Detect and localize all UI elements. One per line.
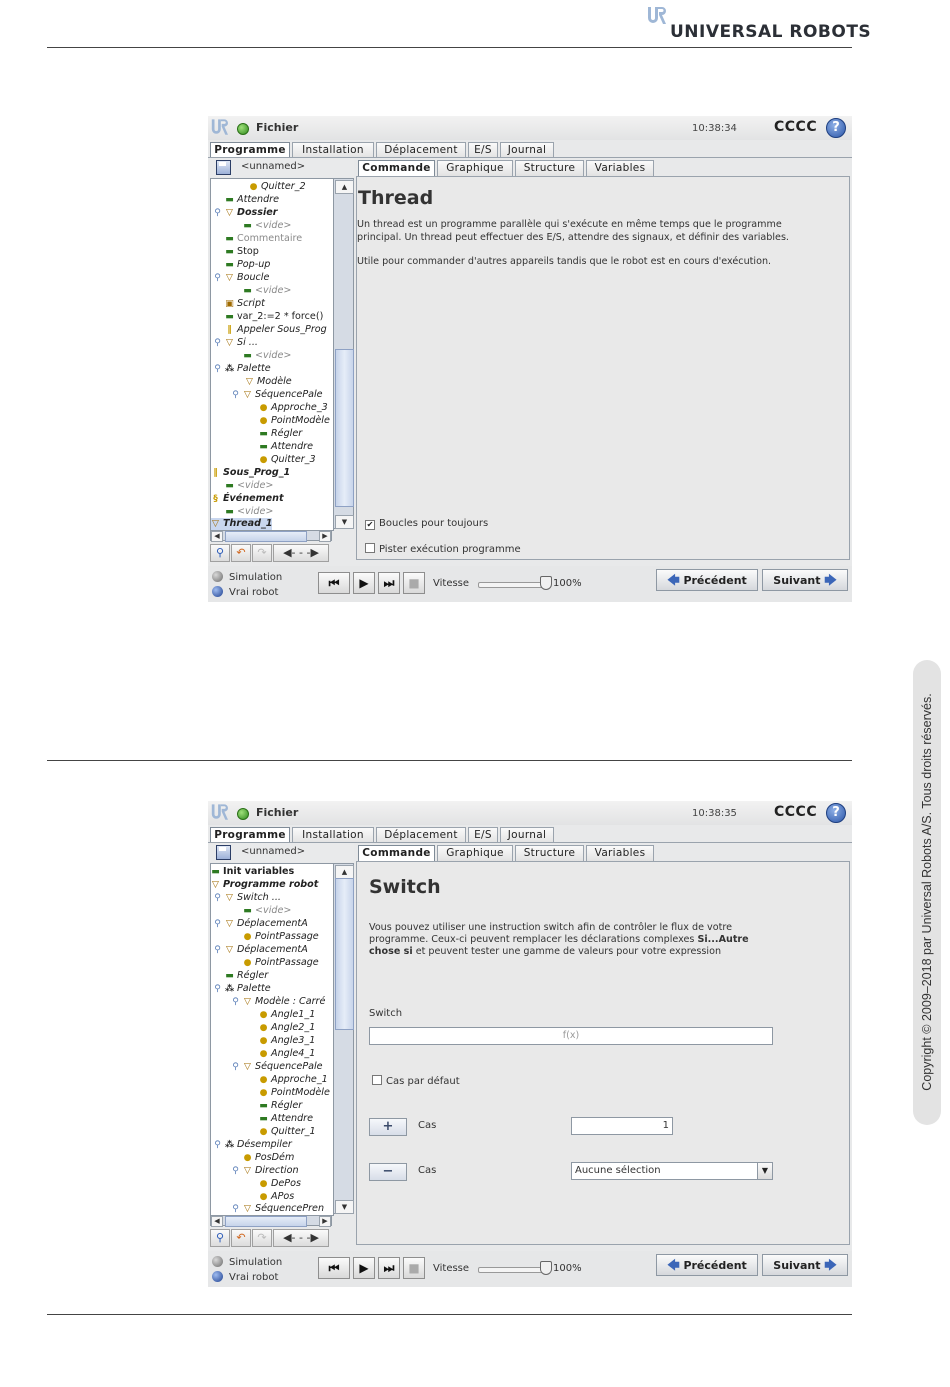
description-line: Utile pour commander d'autres appareils tandis que le robot est en cours d'exécution. xyxy=(357,256,772,267)
expand-pin-icon[interactable]: ⚲ xyxy=(232,997,239,1007)
search-icon[interactable]: ⚲ xyxy=(210,1229,230,1247)
arrow-left-icon: 🡄 xyxy=(667,573,680,587)
tree-node[interactable]: ‖ Appeler Sous_Prog xyxy=(225,324,327,336)
command-icon: ▬ xyxy=(211,867,220,877)
tree-node[interactable]: ⚲ ▽ DéplacementA xyxy=(214,918,308,929)
command-icon: ▬ xyxy=(225,312,234,322)
tree-node[interactable]: ● Quitter_2 xyxy=(249,181,306,192)
help-icon[interactable]: ? xyxy=(826,803,846,823)
tree-node[interactable]: ▣ Script xyxy=(225,298,265,309)
simulation-radio[interactable]: Simulation xyxy=(212,1256,282,1268)
waypoint-icon: ● xyxy=(259,403,268,413)
command-icon: ▬ xyxy=(225,507,234,517)
tree-node[interactable]: ● APos xyxy=(259,1191,295,1202)
help-icon[interactable]: ? xyxy=(826,118,846,138)
scroll-left-icon[interactable]: ◀ xyxy=(211,1216,223,1227)
tree-node[interactable]: ⚲ ▽ SéquencePale xyxy=(232,1061,323,1072)
command-icon: ▬ xyxy=(259,1101,268,1111)
tree-node[interactable]: ▬ <vide> xyxy=(243,905,292,916)
expand-pin-icon[interactable]: ⚲ xyxy=(214,338,221,348)
page-title: Thread xyxy=(358,187,434,209)
step-icon[interactable]: ⏭ xyxy=(378,572,400,594)
arrow-right-icon: 🡆 xyxy=(824,573,837,587)
tree-node[interactable]: ● PointPassage xyxy=(243,931,319,942)
previous-button[interactable]: 🡄 Précédent xyxy=(656,1254,758,1276)
scroll-down-icon[interactable]: ▼ xyxy=(335,1200,354,1214)
add-case-button[interactable] xyxy=(369,1118,407,1136)
tab-journal[interactable]: Journal xyxy=(500,827,554,843)
tree-node-selected[interactable]: ▽ Thread_1 xyxy=(212,518,273,529)
file-name: <unnamed> xyxy=(241,161,306,172)
radio-icon xyxy=(212,571,223,582)
command-icon: ▬ xyxy=(225,195,234,205)
command-pane xyxy=(354,158,852,564)
loop-forever-checkbox[interactable]: ✔ Boucles pour toujours xyxy=(366,518,489,529)
radio-selected-icon xyxy=(212,586,223,597)
play-icon[interactable]: ▶ xyxy=(353,572,375,594)
simulation-radio[interactable]: Simulation xyxy=(212,571,282,583)
move-icon[interactable]: ◀- - -▶ xyxy=(273,544,329,562)
tree-node[interactable]: ▬ <vide> xyxy=(225,506,274,517)
description-line: programme. Ceux-ci peuvent remplacer les déclarations complexes Si...Autre xyxy=(369,934,749,945)
command-icon: ▬ xyxy=(243,286,252,296)
tree-node[interactable]: ⚲ ⁂ Palette xyxy=(214,983,271,994)
folder-icon: ▽ xyxy=(226,273,233,283)
tree-toolbar xyxy=(210,544,354,562)
expand-pin-icon[interactable]: ⚲ xyxy=(214,1140,221,1150)
tab-es[interactable]: E/S xyxy=(468,142,498,158)
scroll-down-icon[interactable]: ▼ xyxy=(335,515,354,529)
stop-icon[interactable]: ■ xyxy=(403,572,425,594)
robot-name: CCCC xyxy=(774,119,818,135)
folder-icon: ▽ xyxy=(246,377,253,387)
screenshot-thread xyxy=(208,116,852,602)
tree-horizontal-scrollbar[interactable] xyxy=(210,530,332,541)
file-bar xyxy=(210,158,354,177)
copyright-text: Copyright © 2009–2018 par Universal Robots A/S. Tous droits réservés. xyxy=(920,693,934,1091)
tab-installation[interactable]: Installation xyxy=(292,827,374,843)
command-icon: ▬ xyxy=(259,442,268,452)
pallet-icon: ⁂ xyxy=(225,1140,235,1150)
section-rule xyxy=(47,760,852,761)
header-rule xyxy=(47,47,852,48)
speed-slider-knob[interactable] xyxy=(540,576,552,590)
expand-pin-icon[interactable]: ⚲ xyxy=(232,390,239,400)
expand-pin-icon[interactable]: ⚲ xyxy=(232,1166,239,1176)
waypoint-icon: ● xyxy=(243,1153,252,1163)
folder-icon: ▽ xyxy=(212,519,219,529)
tree-node[interactable]: ▬ Stop xyxy=(225,246,259,257)
bottom-bar xyxy=(208,1251,852,1287)
search-icon[interactable]: ⚲ xyxy=(210,544,230,562)
tab-variables[interactable]: Variables xyxy=(586,160,654,176)
description-line: Vous pouvez utiliser une instruction switch afin de contrôler le flux de votre xyxy=(369,922,732,933)
command-icon: ▬ xyxy=(225,247,234,257)
tab-graphique[interactable]: Graphique xyxy=(437,845,513,861)
tab-installation[interactable]: Installation xyxy=(292,142,374,158)
tab-programme[interactable]: Programme xyxy=(210,142,290,159)
tree-node[interactable]: ⚲ ▽ SéquencePale xyxy=(232,389,323,400)
tree-node[interactable]: ▬ Régler xyxy=(259,1100,303,1111)
scroll-thumb[interactable] xyxy=(225,1216,307,1227)
program-tree[interactable] xyxy=(210,178,334,531)
page-title: Switch xyxy=(369,876,441,898)
arrow-right-icon: 🡆 xyxy=(824,1258,837,1272)
program-tree[interactable] xyxy=(210,863,334,1216)
waypoint-icon: ● xyxy=(259,1036,268,1046)
case-number-input[interactable]: 1 xyxy=(571,1117,673,1135)
waypoint-icon: ● xyxy=(259,1127,268,1137)
tree-node[interactable]: ⚲ ▽ Si ... xyxy=(214,337,258,348)
tree-vertical-scrollbar[interactable] xyxy=(333,863,354,1214)
scroll-right-icon[interactable]: ▶ xyxy=(319,1216,331,1227)
tree-node[interactable]: ▬ <vide> xyxy=(243,285,292,296)
tree-node[interactable]: ● Angle2_1 xyxy=(259,1022,316,1033)
tree-node[interactable]: ● Quitter_3 xyxy=(259,454,316,465)
scroll-up-icon[interactable]: ▲ xyxy=(335,180,354,194)
robot-name: CCCC xyxy=(774,804,818,820)
speed-label: Vitesse xyxy=(433,1263,470,1274)
folder-icon: ▽ xyxy=(226,893,233,903)
command-icon: ▬ xyxy=(243,221,252,231)
command-content xyxy=(356,176,850,560)
tab-graphique[interactable]: Graphique xyxy=(437,160,513,176)
tree-node[interactable]: ⚲ ⁂ Désempiler xyxy=(214,1139,292,1150)
brand-name: UNIVERSAL ROBOTS xyxy=(670,22,872,42)
bottom-bar xyxy=(208,566,852,602)
case-select[interactable]: Aucune sélection ▼ xyxy=(571,1162,773,1180)
tab-commande[interactable]: Commande xyxy=(358,160,435,177)
checkbox-icon xyxy=(372,1075,382,1085)
subprogram-icon: ‖ xyxy=(213,468,218,478)
file-name: <unnamed> xyxy=(241,846,306,857)
tree-node[interactable]: ▬ Init variables xyxy=(211,866,295,877)
folder-icon: ▽ xyxy=(244,997,251,1007)
tab-structure[interactable]: Structure xyxy=(515,845,584,861)
command-icon: ▬ xyxy=(225,971,234,981)
ur-logo-icon[interactable] xyxy=(210,803,228,822)
tree-node[interactable]: ▬ Pop-up xyxy=(225,259,271,270)
real-robot-radio[interactable]: Vrai robot xyxy=(212,586,278,598)
scroll-thumb[interactable] xyxy=(225,531,307,542)
selected-node-label: Switch ... xyxy=(237,892,281,903)
arrow-left-icon: 🡄 xyxy=(667,1258,680,1272)
speed-value: 100% xyxy=(553,578,582,589)
redo-icon[interactable]: ↷ xyxy=(252,544,272,562)
clock: 10:38:35 xyxy=(692,808,737,819)
command-icon: ▬ xyxy=(243,906,252,916)
play-icon[interactable]: ▶ xyxy=(353,1257,375,1279)
scroll-thumb[interactable] xyxy=(335,349,354,507)
folder-icon: ▽ xyxy=(212,880,219,890)
tree-node[interactable]: ⚲ ▽ DéplacementA xyxy=(214,944,308,955)
top-bar xyxy=(208,116,852,140)
waypoint-icon: ● xyxy=(243,958,252,968)
command-pane xyxy=(354,843,852,1249)
expand-pin-icon[interactable]: ⚲ xyxy=(214,364,221,374)
waypoint-icon: ● xyxy=(259,1192,268,1202)
pallet-icon: ⁂ xyxy=(225,364,235,374)
expand-pin-icon[interactable]: ⚲ xyxy=(214,893,221,903)
tree-node[interactable]: ● Angle1_1 xyxy=(259,1009,316,1020)
tree-node[interactable]: ● Quitter_1 xyxy=(259,1126,316,1137)
brand-header xyxy=(646,6,872,42)
pallet-icon: ⁂ xyxy=(225,984,235,994)
scroll-right-icon[interactable]: ▶ xyxy=(319,531,331,542)
add-case-label: Cas xyxy=(418,1120,437,1131)
speed-label: Vitesse xyxy=(433,578,470,589)
tree-node[interactable]: ▬ Attendre xyxy=(225,194,280,205)
footer-rule xyxy=(47,1314,852,1315)
folder-icon: ▽ xyxy=(244,1166,251,1176)
remove-case-button[interactable] xyxy=(369,1163,407,1181)
waypoint-icon: ● xyxy=(259,1049,268,1059)
tree-node[interactable]: § Événement xyxy=(211,493,284,505)
command-icon: ▬ xyxy=(259,1114,268,1124)
tree-node[interactable]: ● PointPassage xyxy=(243,957,319,968)
expand-pin-icon[interactable]: ⚲ xyxy=(214,919,221,929)
screenshot-switch xyxy=(208,801,852,1287)
file-menu[interactable]: Fichier xyxy=(256,806,299,819)
expand-pin-icon[interactable]: ⚲ xyxy=(214,208,221,218)
undo-icon[interactable]: ↶ xyxy=(231,544,251,562)
waypoint-icon: ● xyxy=(243,932,252,942)
waypoint-icon: ● xyxy=(249,182,258,192)
tree-node[interactable]: ▬ <vide> xyxy=(225,480,274,491)
status-ok-icon xyxy=(237,808,249,820)
radio-selected-icon xyxy=(212,1271,223,1282)
tree-node[interactable]: ‖ Sous_Prog_1 xyxy=(211,467,290,479)
plus-icon: + xyxy=(382,1119,394,1134)
tab-journal[interactable]: Journal xyxy=(500,142,554,158)
tree-node[interactable]: ▬ Attendre xyxy=(259,1113,314,1124)
save-icon[interactable] xyxy=(216,160,231,175)
checkbox-checked-icon: ✔ xyxy=(366,520,374,529)
expand-pin-icon[interactable]: ⚲ xyxy=(232,1062,239,1072)
tree-node[interactable]: ▬ var_2:=2 * force() xyxy=(225,311,324,322)
folder-icon: ▽ xyxy=(226,945,233,955)
folder-icon: ▽ xyxy=(244,390,251,400)
clock: 10:38:34 xyxy=(692,123,737,134)
dropdown-arrow-icon[interactable]: ▼ xyxy=(757,1163,772,1179)
folder-icon: ▽ xyxy=(226,208,233,218)
tree-node[interactable] xyxy=(213,892,281,904)
tree-node[interactable]: ● PosDém xyxy=(243,1152,295,1163)
move-icon[interactable]: ◀- - -▶ xyxy=(273,1229,329,1247)
track-execution-checkbox[interactable]: Pister exécution programme xyxy=(365,543,521,555)
remove-case-label: Cas xyxy=(418,1165,437,1176)
command-icon: ▬ xyxy=(225,234,234,244)
description-line: chose si et peuvent tester une gamme de valeurs pour votre expression xyxy=(369,946,722,957)
speed-value: 100% xyxy=(553,1263,582,1274)
skip-back-icon[interactable]: ⏮ xyxy=(318,572,350,594)
save-icon[interactable] xyxy=(216,845,231,860)
command-icon: ▬ xyxy=(225,481,234,491)
ur-logo-icon[interactable] xyxy=(210,118,228,137)
scroll-up-icon[interactable]: ▲ xyxy=(335,865,354,879)
folder-icon: ▽ xyxy=(244,1062,251,1072)
minus-icon: − xyxy=(382,1164,394,1179)
tree-node[interactable]: ⚲ ▽ Direction xyxy=(232,1165,299,1176)
expand-pin-icon[interactable]: ⚲ xyxy=(214,273,221,283)
waypoint-icon: ● xyxy=(259,1023,268,1033)
tree-vertical-scrollbar[interactable] xyxy=(333,178,354,529)
tree-node[interactable]: ⚲ ⁂ Palette xyxy=(214,363,271,374)
expand-pin-icon[interactable]: ⚲ xyxy=(214,945,221,955)
program-tree-pane xyxy=(210,158,354,602)
tree-node[interactable]: ⚲ ▽ Dossier xyxy=(214,207,278,218)
command-icon: ▬ xyxy=(225,260,234,270)
tree-node[interactable]: ● DePos xyxy=(259,1178,301,1189)
ur-logo-icon xyxy=(646,6,666,26)
next-button[interactable]: Suivant 🡆 xyxy=(762,1254,848,1276)
folder-icon: ▽ xyxy=(244,1204,251,1214)
status-ok-icon xyxy=(237,123,249,135)
tab-variables[interactable]: Variables xyxy=(586,845,654,861)
tree-node[interactable]: ▽ Programme robot xyxy=(212,879,319,890)
speed-slider-knob[interactable] xyxy=(540,1261,552,1275)
call-icon: ‖ xyxy=(227,325,232,335)
command-content xyxy=(356,861,850,1245)
event-icon: § xyxy=(213,494,218,504)
expand-pin-icon[interactable]: ⚲ xyxy=(214,984,221,994)
real-robot-radio[interactable]: Vrai robot xyxy=(212,1271,278,1283)
tree-node[interactable]: ▬ <vide> xyxy=(243,350,292,361)
waypoint-icon: ● xyxy=(259,1075,268,1085)
waypoint-icon: ● xyxy=(259,455,268,465)
tree-node[interactable]: ⚲ ▽ Boucle xyxy=(214,272,270,283)
tab-structure[interactable]: Structure xyxy=(515,160,584,176)
speed-slider[interactable] xyxy=(478,1267,548,1273)
tree-horizontal-scrollbar[interactable] xyxy=(210,1215,332,1226)
tab-deplacement[interactable]: Déplacement xyxy=(376,827,466,843)
tree-node[interactable]: ● Angle3_1 xyxy=(259,1035,316,1046)
redo-icon[interactable]: ↷ xyxy=(252,1229,272,1247)
folder-icon: ▽ xyxy=(226,919,233,929)
switch-expression-input[interactable]: f(x) xyxy=(369,1027,773,1045)
tree-node[interactable]: ▬ Régler xyxy=(259,428,303,439)
tree-node[interactable]: ⚲ ▽ Modèle : Carré xyxy=(232,996,326,1007)
tab-es[interactable]: E/S xyxy=(468,827,498,843)
tree-node[interactable]: ⚲ ▽ SéquencePren xyxy=(232,1203,325,1214)
description-line: principal. Un thread peut effectuer des E/S, attendre des signaux, et définir des variables. xyxy=(357,232,789,243)
tree-node[interactable]: ● Approche_3 xyxy=(259,402,328,413)
command-icon: ▬ xyxy=(259,429,268,439)
next-button[interactable]: Suivant 🡆 xyxy=(762,569,848,591)
copyright-tab xyxy=(913,660,941,1125)
previous-button[interactable]: 🡄 Précédent xyxy=(656,569,758,591)
stop-icon[interactable]: ■ xyxy=(403,1257,425,1279)
scroll-left-icon[interactable]: ◀ xyxy=(211,531,223,542)
switch-label: Switch xyxy=(369,1008,403,1019)
speed-slider[interactable] xyxy=(478,582,548,588)
step-icon[interactable]: ⏭ xyxy=(378,1257,400,1279)
tab-programme[interactable]: Programme xyxy=(210,827,290,844)
expand-pin-icon[interactable]: ⚲ xyxy=(232,1204,239,1214)
tree-node[interactable]: ● Angle4_1 xyxy=(259,1048,316,1059)
command-icon: ▬ xyxy=(243,351,252,361)
file-menu[interactable]: Fichier xyxy=(256,121,299,134)
tab-deplacement[interactable]: Déplacement xyxy=(376,142,466,158)
undo-icon[interactable]: ↶ xyxy=(231,1229,251,1247)
tree-node[interactable]: ● PointModèle xyxy=(259,415,330,426)
folder-icon: ▽ xyxy=(226,338,233,348)
tab-commande[interactable]: Commande xyxy=(358,845,435,862)
file-bar xyxy=(210,843,354,862)
waypoint-icon: ● xyxy=(259,1010,268,1020)
tree-node[interactable]: ▬ Attendre xyxy=(259,441,314,452)
program-tree-pane xyxy=(210,843,354,1287)
checkbox-icon xyxy=(365,543,375,553)
tree-node[interactable]: ▽ Modèle xyxy=(246,376,292,387)
waypoint-icon: ● xyxy=(259,1088,268,1098)
default-case-checkbox[interactable]: Cas par défaut xyxy=(372,1075,460,1087)
tree-node[interactable]: ● PointModèle xyxy=(259,1087,330,1098)
skip-back-icon[interactable]: ⏮ xyxy=(318,1257,350,1279)
tree-node[interactable]: ▬ Commentaire xyxy=(225,233,303,244)
waypoint-icon: ● xyxy=(259,1179,268,1189)
waypoint-icon: ● xyxy=(259,416,268,426)
radio-icon xyxy=(212,1256,223,1267)
tree-node[interactable]: ▬ Régler xyxy=(225,970,269,981)
script-icon: ▣ xyxy=(225,299,234,309)
tree-node[interactable]: ▬ <vide> xyxy=(243,220,292,231)
tree-toolbar xyxy=(210,1229,354,1247)
description-line: Un thread est un programme parallèle qui s'exécute en même temps que le programme xyxy=(357,219,782,230)
top-bar xyxy=(208,801,852,825)
tree-node[interactable]: ● Approche_1 xyxy=(259,1074,328,1085)
scroll-thumb[interactable] xyxy=(335,878,354,1030)
